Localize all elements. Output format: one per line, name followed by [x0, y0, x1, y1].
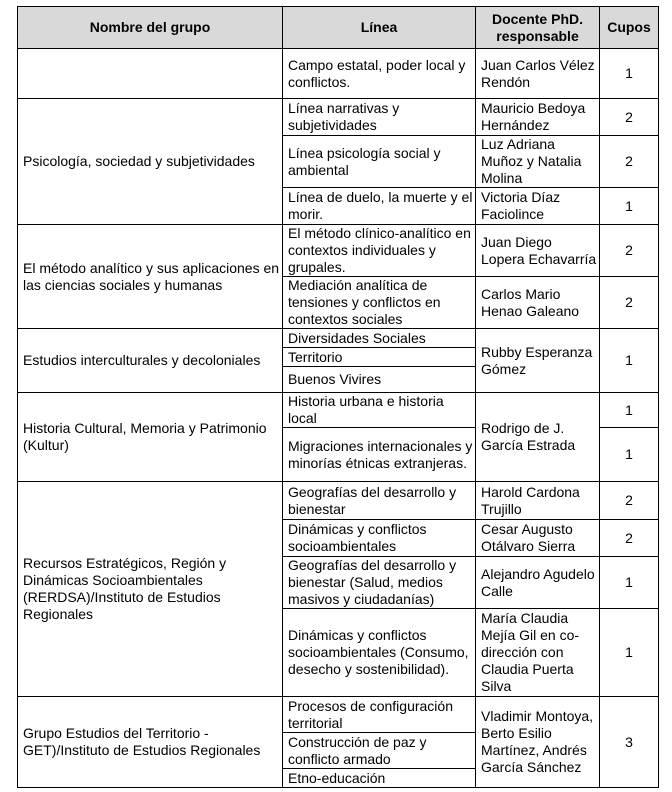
header-cupos: Cupos — [600, 7, 659, 49]
cupos-cell: 1 — [600, 428, 659, 482]
cupos-cell: 2 — [600, 520, 659, 557]
line-cell: El método clínico-analítico en contextos individuales y grupales. — [283, 225, 476, 277]
cupos-cell: 1 — [600, 49, 659, 99]
docente-cell: Juan Carlos Vélez Rendón — [476, 49, 600, 99]
line-cell: Etno-educación — [283, 769, 476, 788]
table-row — [18, 482, 659, 520]
docente-cell: Victoria Díaz Faciolince — [476, 188, 600, 225]
line-cell: Mediación analítica de tensiones y conflictos en contextos sociales — [283, 277, 476, 329]
docente-cell: Rubby Esperanza Gómez — [476, 329, 600, 393]
line-cell: Diversidades Sociales — [283, 329, 476, 348]
docente-cell: Carlos Mario Henao Galeano — [476, 277, 600, 329]
cupos-cell: 1 — [600, 329, 659, 393]
line-cell: Procesos de configuración territorial — [283, 697, 476, 733]
cupos-cell: 2 — [600, 136, 659, 188]
cupos-cell: 2 — [600, 482, 659, 520]
line-cell: Línea narrativas y subjetividades — [283, 99, 476, 136]
group-name-cell: Estudios interculturales y decoloniales — [18, 329, 283, 393]
header-grupo: Nombre del grupo — [18, 7, 283, 49]
docente-cell: Juan Diego Lopera Echavarría — [476, 225, 600, 277]
line-cell: Territorio — [283, 348, 476, 367]
group-name-cell: Psicología, sociedad y subjetividades — [18, 99, 283, 225]
header-docente: Docente PhD. responsable — [476, 7, 600, 49]
group-name-cell: Historia Cultural, Memoria y Patrimonio (Kultur) — [18, 393, 283, 482]
cupos-cell: 1 — [600, 188, 659, 225]
table-row — [18, 99, 659, 136]
line-cell: Historia urbana e historia local — [283, 393, 476, 428]
docente-cell: Cesar Augusto Otálvaro Sierra — [476, 520, 600, 557]
cupos-cell: 1 — [600, 609, 659, 697]
cupos-cell: 2 — [600, 225, 659, 277]
header-row — [18, 7, 659, 49]
table-row — [18, 49, 659, 99]
group-name-cell: El método analítico y sus aplicaciones en las ciencias sociales y humanas — [18, 225, 283, 329]
group-name-cell: Recursos Estratégicos, Región y Dinámicas Socioambientales (RERDSA)/Instituto de Estudios Regionales — [18, 482, 283, 697]
group-name-cell: Grupo Estudios del Territorio - GET)/Instituto de Estudios Regionales — [18, 697, 283, 788]
cupos-cell: 2 — [600, 99, 659, 136]
docente-cell: Mauricio Bedoya Hernández — [476, 99, 600, 136]
docente-cell: Luz Adriana Muñoz y Natalia Molina — [476, 136, 600, 188]
line-cell: Migraciones internacionales y minorías étnicas extranjeras. — [283, 428, 476, 482]
groups-table — [17, 6, 659, 788]
docente-cell: María Claudia Mejía Gil en co-dirección con Claudia Puerta Silva — [476, 609, 600, 697]
line-cell: Dinámicas y conflictos socioambientales — [283, 520, 476, 557]
line-cell: Línea psicología social y ambiental — [283, 136, 476, 188]
table-row — [18, 329, 659, 348]
line-cell: Geografías del desarrollo y bienestar — [283, 482, 476, 520]
docente-cell: Vladimir Montoya, Berto Esilio Martínez, Andrés García Sánchez — [476, 697, 600, 788]
line-cell: Dinámicas y conflictos socioambientales (Consumo, desecho y sostenibilidad). — [283, 609, 476, 697]
line-cell: Línea de duelo, la muerte y el morir. — [283, 188, 476, 225]
line-cell: Buenos Vivires — [283, 367, 476, 393]
docente-cell: Harold Cardona Trujillo — [476, 482, 600, 520]
line-cell: Campo estatal, poder local y conflictos. — [283, 49, 476, 99]
docente-cell: Rodrigo de J. García Estrada — [476, 393, 600, 482]
cupos-cell: 2 — [600, 277, 659, 329]
cupos-cell: 1 — [600, 393, 659, 428]
table-row — [18, 225, 659, 277]
cupos-cell: 1 — [600, 557, 659, 609]
line-cell: Geografías del desarrollo y bienestar (Salud, medios masivos y ciudadanías) — [283, 557, 476, 609]
table-row — [18, 697, 659, 733]
line-cell: Construcción de paz y conflicto armado — [283, 733, 476, 769]
docente-cell: Alejandro Agudelo Calle — [476, 557, 600, 609]
table-row — [18, 393, 659, 428]
cupos-cell: 3 — [600, 697, 659, 788]
group-name-cell — [18, 49, 283, 99]
header-linea: Línea — [283, 7, 476, 49]
